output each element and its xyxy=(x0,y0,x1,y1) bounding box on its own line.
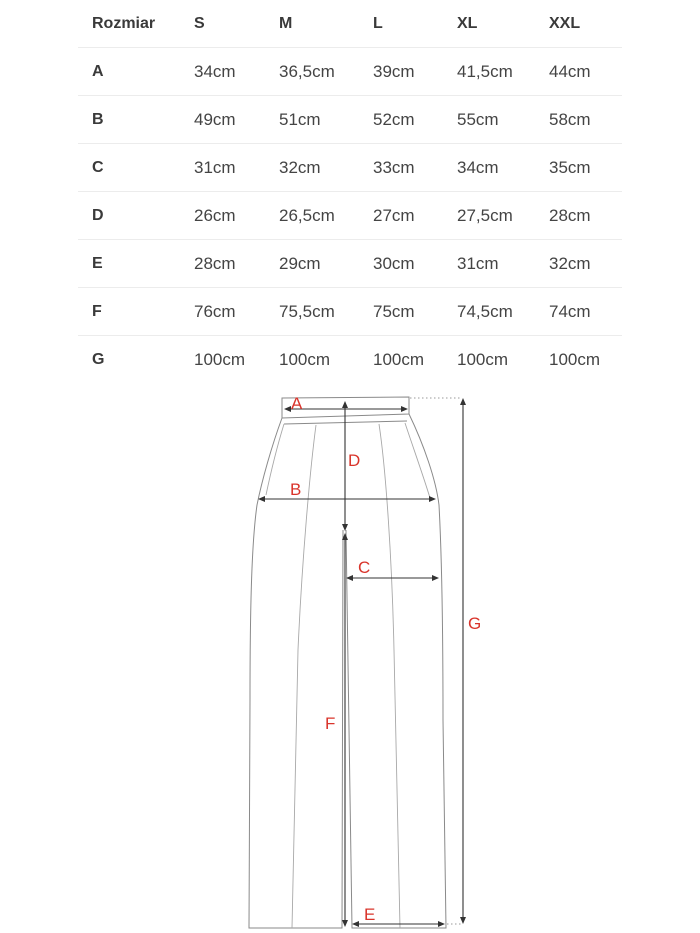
table-cell: 26,5cm xyxy=(265,192,359,240)
table-cell: 28cm xyxy=(535,192,622,240)
table-cell: 51cm xyxy=(265,96,359,144)
table-cell: 35cm xyxy=(535,144,622,192)
table-cell: 26cm xyxy=(180,192,265,240)
table-cell: 39cm xyxy=(359,48,443,96)
label-c: C xyxy=(358,558,371,577)
table-cell: 100cm xyxy=(194,349,246,369)
table-cell: 31cm xyxy=(443,240,535,288)
table-cell: 29cm xyxy=(265,240,359,288)
label-a: A xyxy=(291,394,303,413)
left-crease xyxy=(292,425,316,928)
right-pocket-line xyxy=(405,423,430,498)
label-g: G xyxy=(468,614,482,633)
table-cell: 100cm xyxy=(457,349,509,369)
label-e: E xyxy=(364,905,376,924)
label-b: B xyxy=(290,480,302,499)
table-cell: 55cm xyxy=(443,96,535,144)
header-size-xl: XL xyxy=(443,0,535,48)
row-label: D xyxy=(78,192,180,240)
table-cell: 27,5cm xyxy=(443,192,535,240)
label-f: F xyxy=(325,714,336,733)
table-cell: 52cm xyxy=(359,96,443,144)
table-cell: 100cm xyxy=(549,349,601,369)
table-cell: 74,5cm xyxy=(443,288,535,336)
table-cell: 27cm xyxy=(359,192,443,240)
right-leg-outline xyxy=(346,414,446,928)
row-label: A xyxy=(78,48,180,96)
table-cell: 30cm xyxy=(359,240,443,288)
dimension-f xyxy=(325,533,348,927)
dimension-b xyxy=(258,480,436,502)
dimension-d xyxy=(342,401,360,531)
trousers-outline xyxy=(249,397,446,928)
header-size-xxl: XXL xyxy=(535,0,622,48)
table-cell: 75cm xyxy=(359,288,443,336)
label-d: D xyxy=(348,451,361,470)
dimension-g xyxy=(410,398,481,924)
table-cell: 49cm xyxy=(180,96,265,144)
dimension-e xyxy=(352,905,445,927)
table-cell: 36,5cm xyxy=(265,48,359,96)
table-cell: 31cm xyxy=(180,144,265,192)
table-cell: 58cm xyxy=(535,96,622,144)
table-cell: 41,5cm xyxy=(443,48,535,96)
table-cell: 32cm xyxy=(535,240,622,288)
right-crease xyxy=(379,424,400,928)
table-cell: 75,5cm xyxy=(265,288,359,336)
row-label: B xyxy=(78,96,180,144)
table-cell: 100cm xyxy=(373,349,425,369)
table-cell: 44cm xyxy=(535,48,622,96)
table-cell: 33cm xyxy=(359,144,443,192)
table-cell: 74cm xyxy=(535,288,622,336)
header-size-m: M xyxy=(265,0,359,48)
row-label: G xyxy=(92,350,105,368)
table-cell: 34cm xyxy=(443,144,535,192)
row-label: F xyxy=(78,288,180,336)
row-label: C xyxy=(78,144,180,192)
table-cell: 100cm xyxy=(279,349,331,369)
table-cell: 34cm xyxy=(180,48,265,96)
dimension-c xyxy=(346,558,439,581)
table-cell: 28cm xyxy=(180,240,265,288)
table-cell: 76cm xyxy=(180,288,265,336)
header-size-s: S xyxy=(180,0,265,48)
header-size-label: Rozmiar xyxy=(78,0,180,48)
row-label: E xyxy=(78,240,180,288)
header-size-l: L xyxy=(359,0,443,48)
table-cell: 32cm xyxy=(265,144,359,192)
